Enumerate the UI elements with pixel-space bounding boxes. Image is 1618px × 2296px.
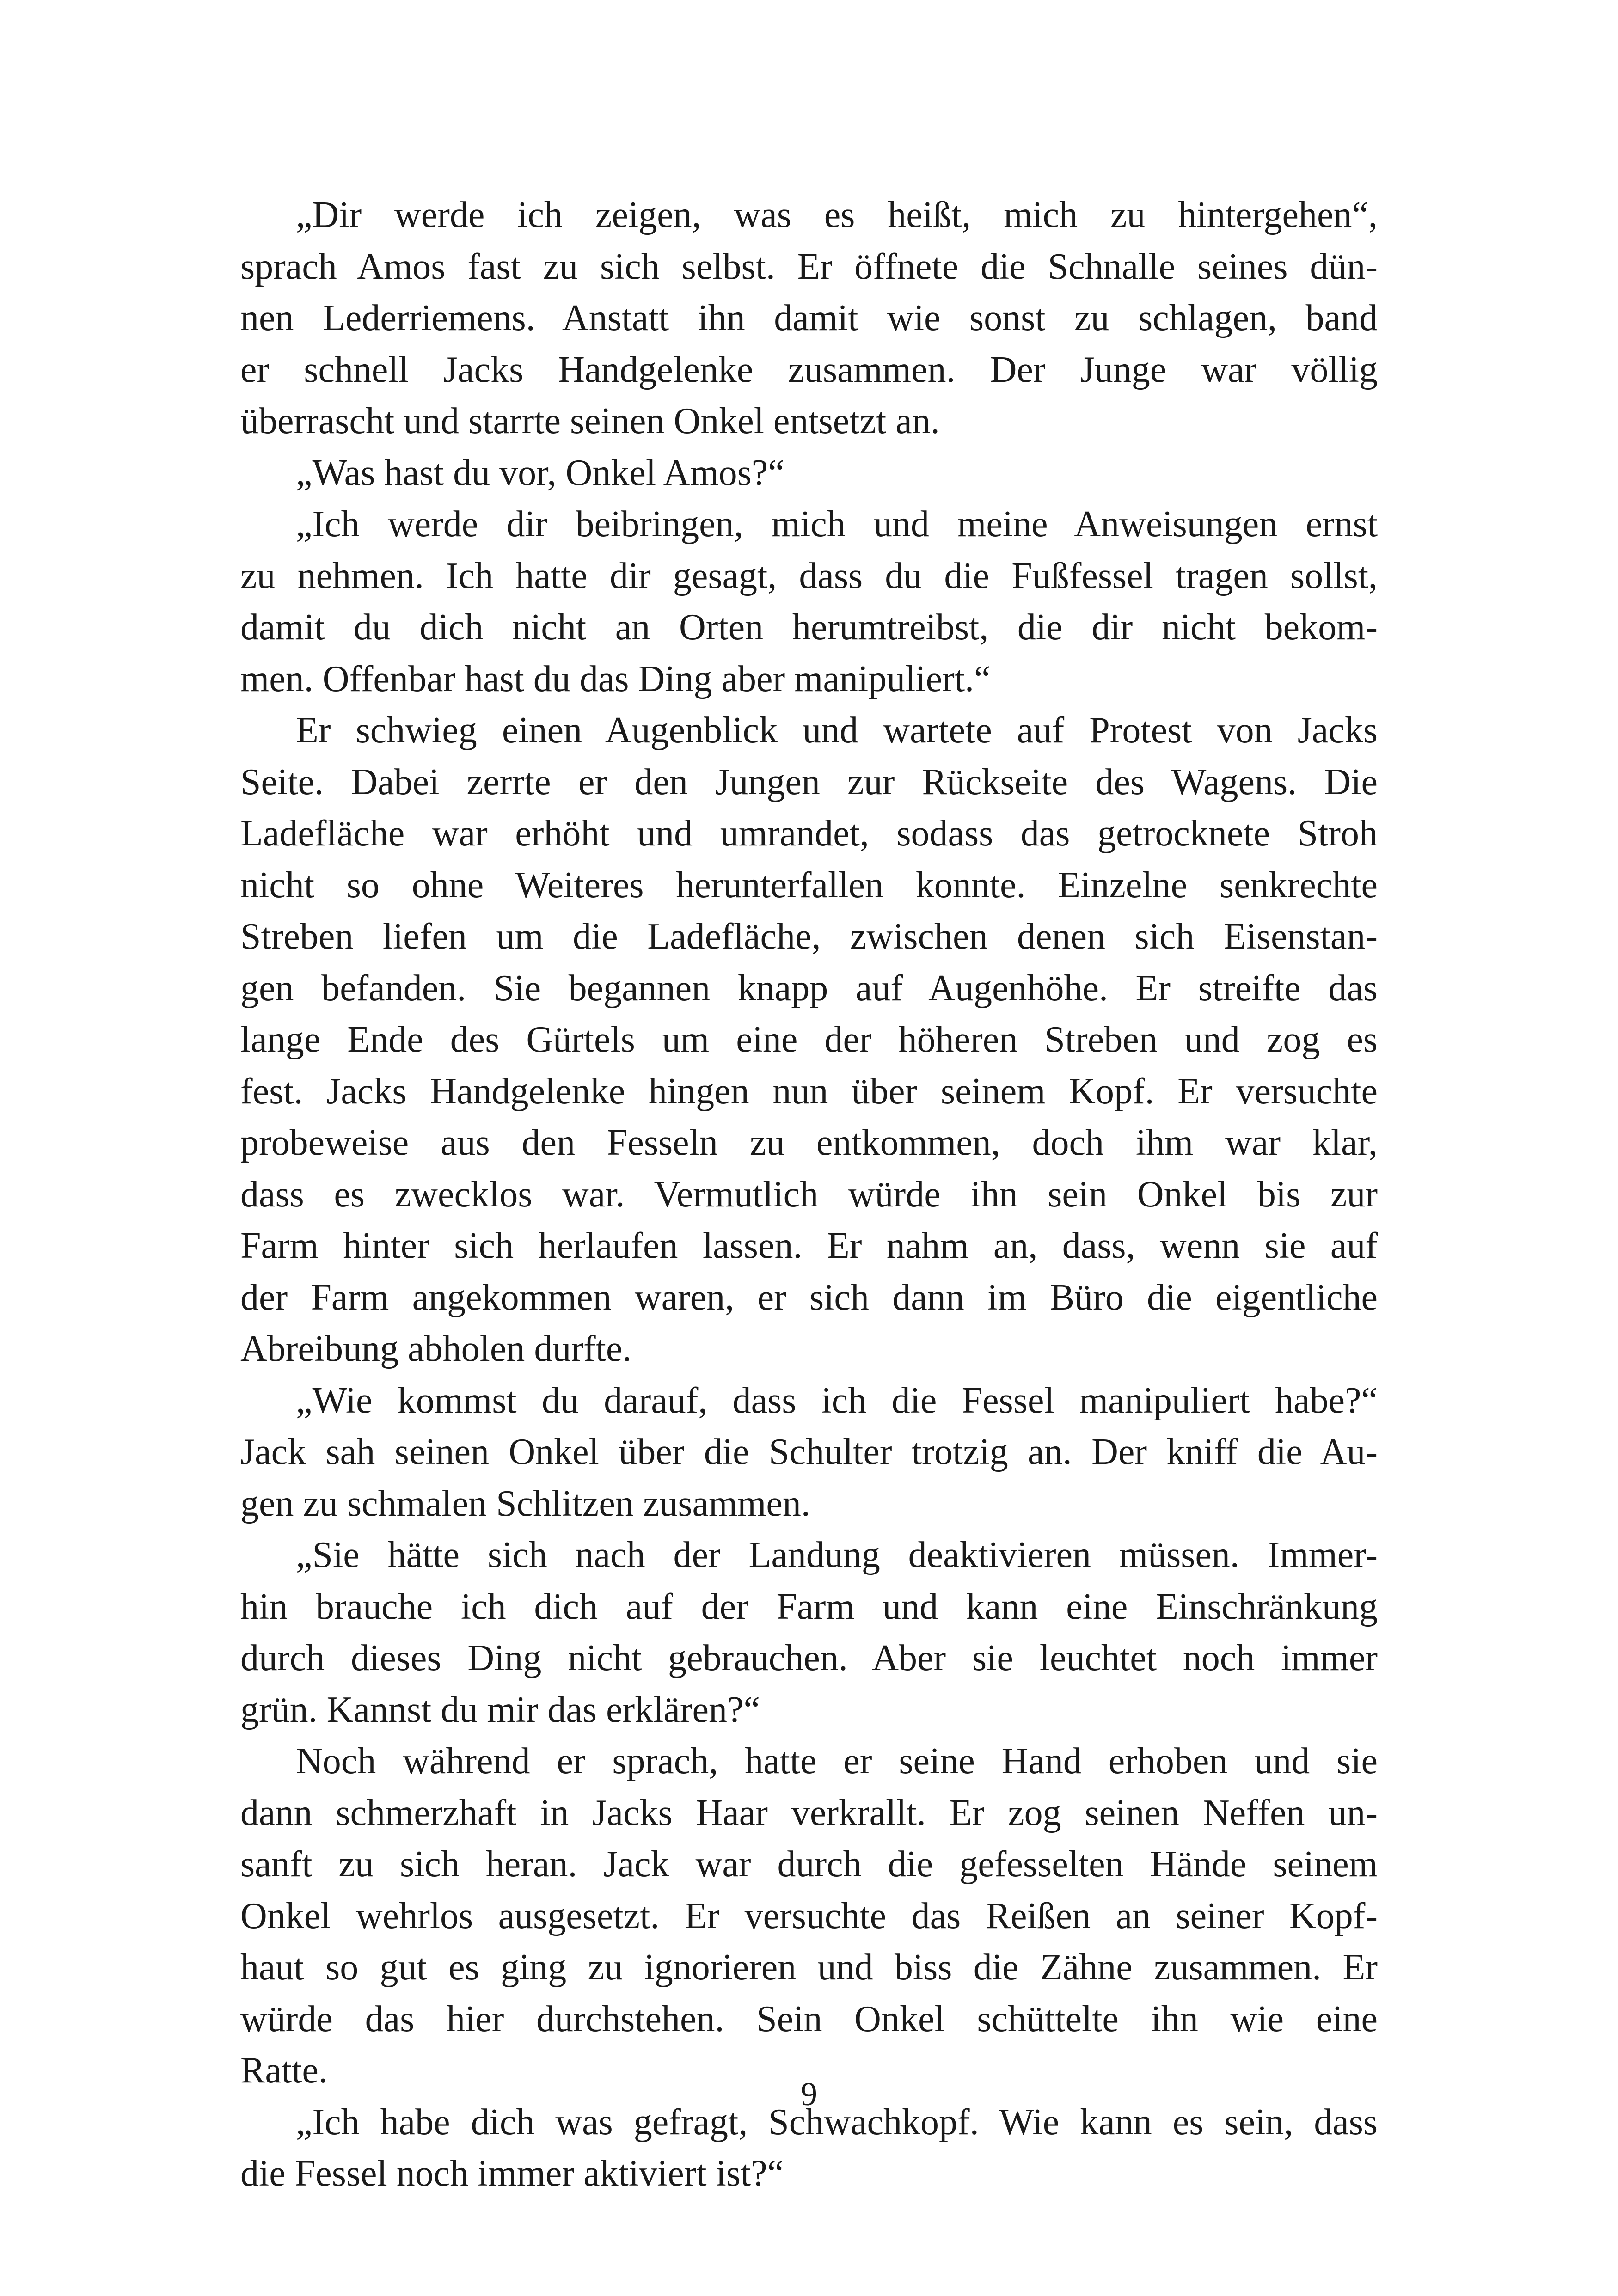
text-line: er schnell Jacks Handgelenke zusammen. Der Junge war völlig bbox=[240, 349, 1378, 390]
text-line: überrascht und starrte seinen Onkel entsetzt an. bbox=[240, 401, 940, 441]
text-line: dann schmerzhaft in Jacks Haar verkrallt. Er zog seinen Neffen un- bbox=[240, 1792, 1378, 1833]
text-line: Er schwieg einen Augenblick und wartete auf Protest von Jacks bbox=[296, 710, 1378, 751]
text-line: gen zu schmalen Schlitzen zusammen. bbox=[240, 1483, 810, 1524]
text-line: Ladefläche war erhöht und umrandet, sodass das getrocknete Stroh bbox=[240, 813, 1378, 854]
text-line: Abreibung abholen durfte. bbox=[240, 1329, 632, 1369]
text-line: durch dieses Ding nicht gebrauchen. Aber sie leuchtet noch immer bbox=[240, 1638, 1378, 1678]
page-number: 9 bbox=[801, 2076, 817, 2112]
text-line: grün. Kannst du mir das erklären?“ bbox=[240, 1689, 760, 1730]
text-line: Streben liefen um die Ladefläche, zwischen denen sich Eisenstan- bbox=[240, 916, 1378, 957]
text-line: nen Lederriemens. Anstatt ihn damit wie sonst zu schlagen, band bbox=[240, 298, 1378, 338]
text-line: gen befanden. Sie begannen knapp auf Augenhöhe. Er streifte das bbox=[240, 967, 1378, 1009]
text-line: men. Offenbar hast du das Ding aber manipuliert.“ bbox=[240, 658, 991, 699]
text-line: hin brauche ich dich auf der Farm und kann eine Einschränkung bbox=[240, 1586, 1378, 1627]
text-line: probeweise aus den Fesseln zu entkommen, doch ihm war klar, bbox=[240, 1122, 1378, 1163]
paragraph-1 bbox=[240, 190, 1378, 447]
text-line: „Ich habe dich was gefragt, Schwachkopf. Wie kann es sein, dass bbox=[296, 2101, 1378, 2143]
text-line: „Ich werde dir beibringen, mich und meine Anweisungen ernst bbox=[296, 504, 1378, 545]
text-line: würde das hier durchstehen. Sein Onkel schüttelte ihn wie eine bbox=[240, 1998, 1378, 2039]
text-line: Seite. Dabei zerrte er den Jungen zur Rückseite des Wagens. Die bbox=[240, 761, 1378, 802]
text-line: der Farm angekommen waren, er sich dann im Büro die eigentliche bbox=[240, 1277, 1378, 1318]
text-line: damit du dich nicht an Orten herumtreibst, die dir nicht bekom- bbox=[240, 607, 1378, 648]
paragraph-6 bbox=[240, 1530, 1378, 1736]
text-line: Onkel wehrlos ausgesetzt. Er versuchte das Reißen an seiner Kopf- bbox=[240, 1895, 1378, 1936]
text-line: Farm hinter sich herlaufen lassen. Er nahm an, dass, wenn sie auf bbox=[240, 1225, 1378, 1266]
text-line: nicht so ohne Weiteres herunterfallen konnte. Einzelne senkrechte bbox=[240, 864, 1378, 906]
text-line: Noch während er sprach, hatte er seine Hand erhoben und sie bbox=[296, 1741, 1378, 1782]
text-line: dass es zwecklos war. Vermutlich würde ihn sein Onkel bis zur bbox=[240, 1174, 1378, 1215]
text-line: die Fessel noch immer aktiviert ist?“ bbox=[240, 2153, 784, 2194]
text-line: lange Ende des Gürtels um eine der höheren Streben und zog es bbox=[240, 1019, 1378, 1060]
text-line: „Wie kommst du darauf, dass ich die Fessel manipuliert habe?“ bbox=[296, 1380, 1378, 1421]
text-line: Ratte. bbox=[240, 2050, 328, 2091]
paragraph-5 bbox=[240, 1375, 1378, 1530]
body-text bbox=[240, 190, 1378, 2200]
text-line: „Dir werde ich zeigen, was es heißt, mich zu hintergehen“, bbox=[296, 195, 1378, 235]
text-line: Jack sah seinen Onkel über die Schulter trotzig an. Der kniff die Au- bbox=[240, 1432, 1378, 1472]
paragraph-2 bbox=[240, 447, 1378, 499]
text-line: „Was hast du vor, Onkel Amos?“ bbox=[296, 452, 784, 493]
text-line: fest. Jacks Handgelenke hingen nun über seinem Kopf. Er versuchte bbox=[240, 1071, 1378, 1112]
text-line: haut so gut es ging zu ignorieren und biss die Zähne zusammen. Er bbox=[240, 1947, 1378, 1988]
paragraph-7 bbox=[240, 1736, 1378, 2097]
text-line: sanft zu sich heran. Jack war durch die gefesselten Hände seinem bbox=[240, 1844, 1378, 1885]
text-line: zu nehmen. Ich hatte dir gesagt, dass du die Fußfessel tragen sollst, bbox=[240, 555, 1378, 596]
paragraph-3 bbox=[240, 499, 1378, 705]
text-line: sprach Amos fast zu sich selbst. Er öffnete die Schnalle seines dün- bbox=[240, 246, 1378, 287]
paragraph-4 bbox=[240, 705, 1378, 1375]
text-line: „Sie hätte sich nach der Landung deaktivieren müssen. Immer- bbox=[296, 1535, 1378, 1575]
